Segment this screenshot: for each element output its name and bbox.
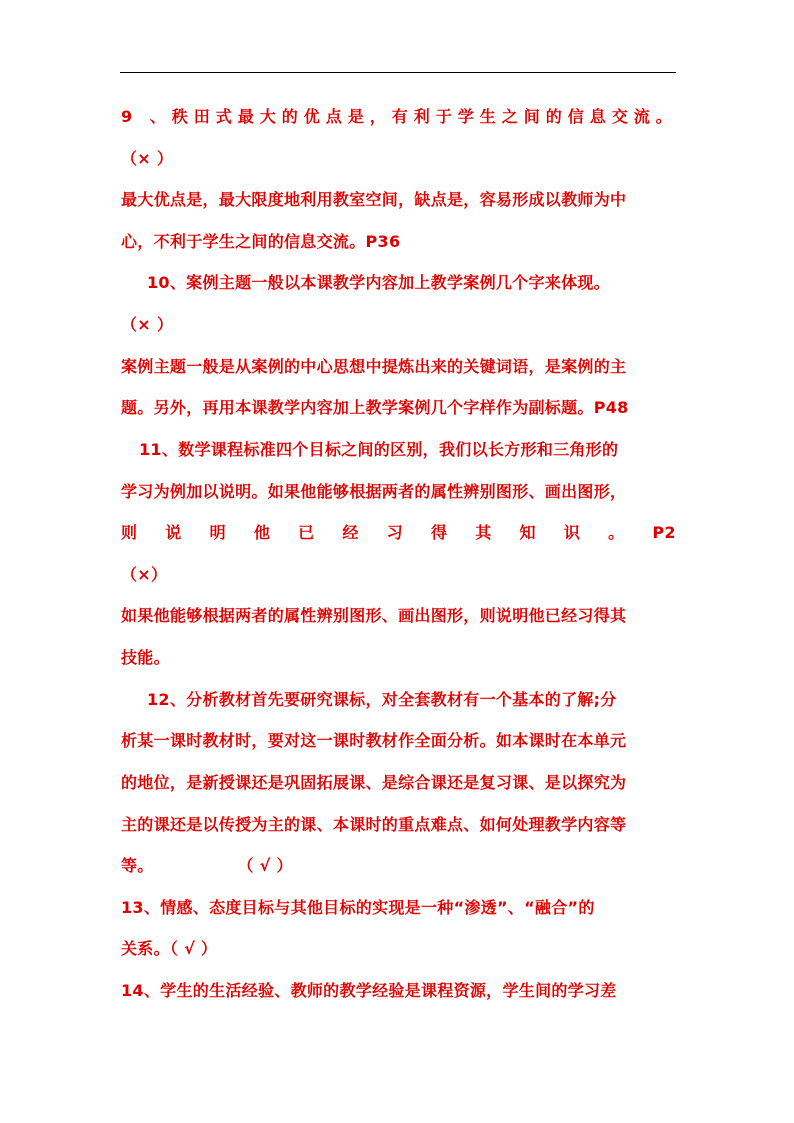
item-13-line-1: 13、情感、态度目标与其他目标的实现是一种“渗透”、“融合”的 <box>121 898 595 917</box>
spread-token: P2 <box>652 523 676 542</box>
header-rule <box>120 72 676 73</box>
item-13-line-2: 关系。（ √ ） <box>121 939 218 958</box>
item-12-answer-mark: （ √ ） <box>237 856 293 875</box>
spread-token: 习 <box>386 523 403 542</box>
item-9-line-1: 9 、秩田式最大的优点是，有利于学生之间的信息交流。 <box>121 107 678 126</box>
item-11-line-1: 11、数学课程标准四个目标之间的区别，我们以长方形和三角形的 <box>139 440 619 459</box>
item-12-line-2: 析某一课时教材时，要对这一课时教材作全面分析。如本课时在本单元 <box>121 731 627 750</box>
spread-token: 知 <box>519 523 536 542</box>
item-10-answer: （× ） <box>121 315 174 334</box>
item-11-explain-line-2: 技能。 <box>121 648 170 667</box>
item-12-tail-text: 等。 <box>121 856 154 875</box>
item-14-line-1: 14、学生的生活经验、教师的教学经验是课程资源，学生间的学习差 <box>121 981 617 1000</box>
item-11-explain-line-1: 如果他能够根据两者的属性辨别图形、画出图形，则说明他已经习得其 <box>121 606 627 625</box>
item-9-explain-line-1: 最大优点是，最大限度地利用教室空间，缺点是，容易形成以教师为中 <box>121 190 627 209</box>
item-11-line-3 <box>121 522 676 544</box>
spread-token: 得 <box>430 523 448 542</box>
item-12-line-5 <box>121 855 676 877</box>
spread-token: 识 <box>563 523 581 542</box>
item-11-line-2: 学习为例加以说明。如果他能够根据两者的属性辨别图形、画出图形， <box>121 482 627 501</box>
item-10-line-1: 10、案例主题一般以本课教学内容加上教学案例几个字来体现。 <box>147 273 610 292</box>
spread-token: 他 <box>253 523 271 542</box>
spread-token: 说 <box>165 523 182 542</box>
item-9-answer: （× ） <box>121 149 174 168</box>
item-10-explain-line-2: 题。另外，再用本课教学内容加上教学案例几个字样作为副标题。P48 <box>121 398 629 417</box>
spread-token: 则 <box>121 523 138 542</box>
item-10-explain-line-1: 案例主题一般是从案例的中心思想中提炼出来的关键词语，是案例的主 <box>121 357 627 376</box>
item-12-line-3: 的地位，是新授课还是巩固拓展课、是综合课还是复习课、是以探究为 <box>121 773 627 792</box>
spread-token: 已 <box>298 523 315 542</box>
spread-token: 其 <box>475 523 492 542</box>
item-9-explain-line-2: 心，不利于学生之间的信息交流。P36 <box>121 232 401 251</box>
spread-token: 明 <box>209 523 226 542</box>
spread-token: 经 <box>342 523 359 542</box>
item-12-line-1: 12、分析教材首先要研究课标，对全套教材有一个基本的了解;分 <box>147 690 617 709</box>
spread-token: 。 <box>608 523 625 542</box>
item-11-answer: （×） <box>121 565 168 584</box>
item-12-line-4: 主的课还是以传授为主的课、本课时的重点难点、如何处理教学内容等 <box>121 815 627 834</box>
